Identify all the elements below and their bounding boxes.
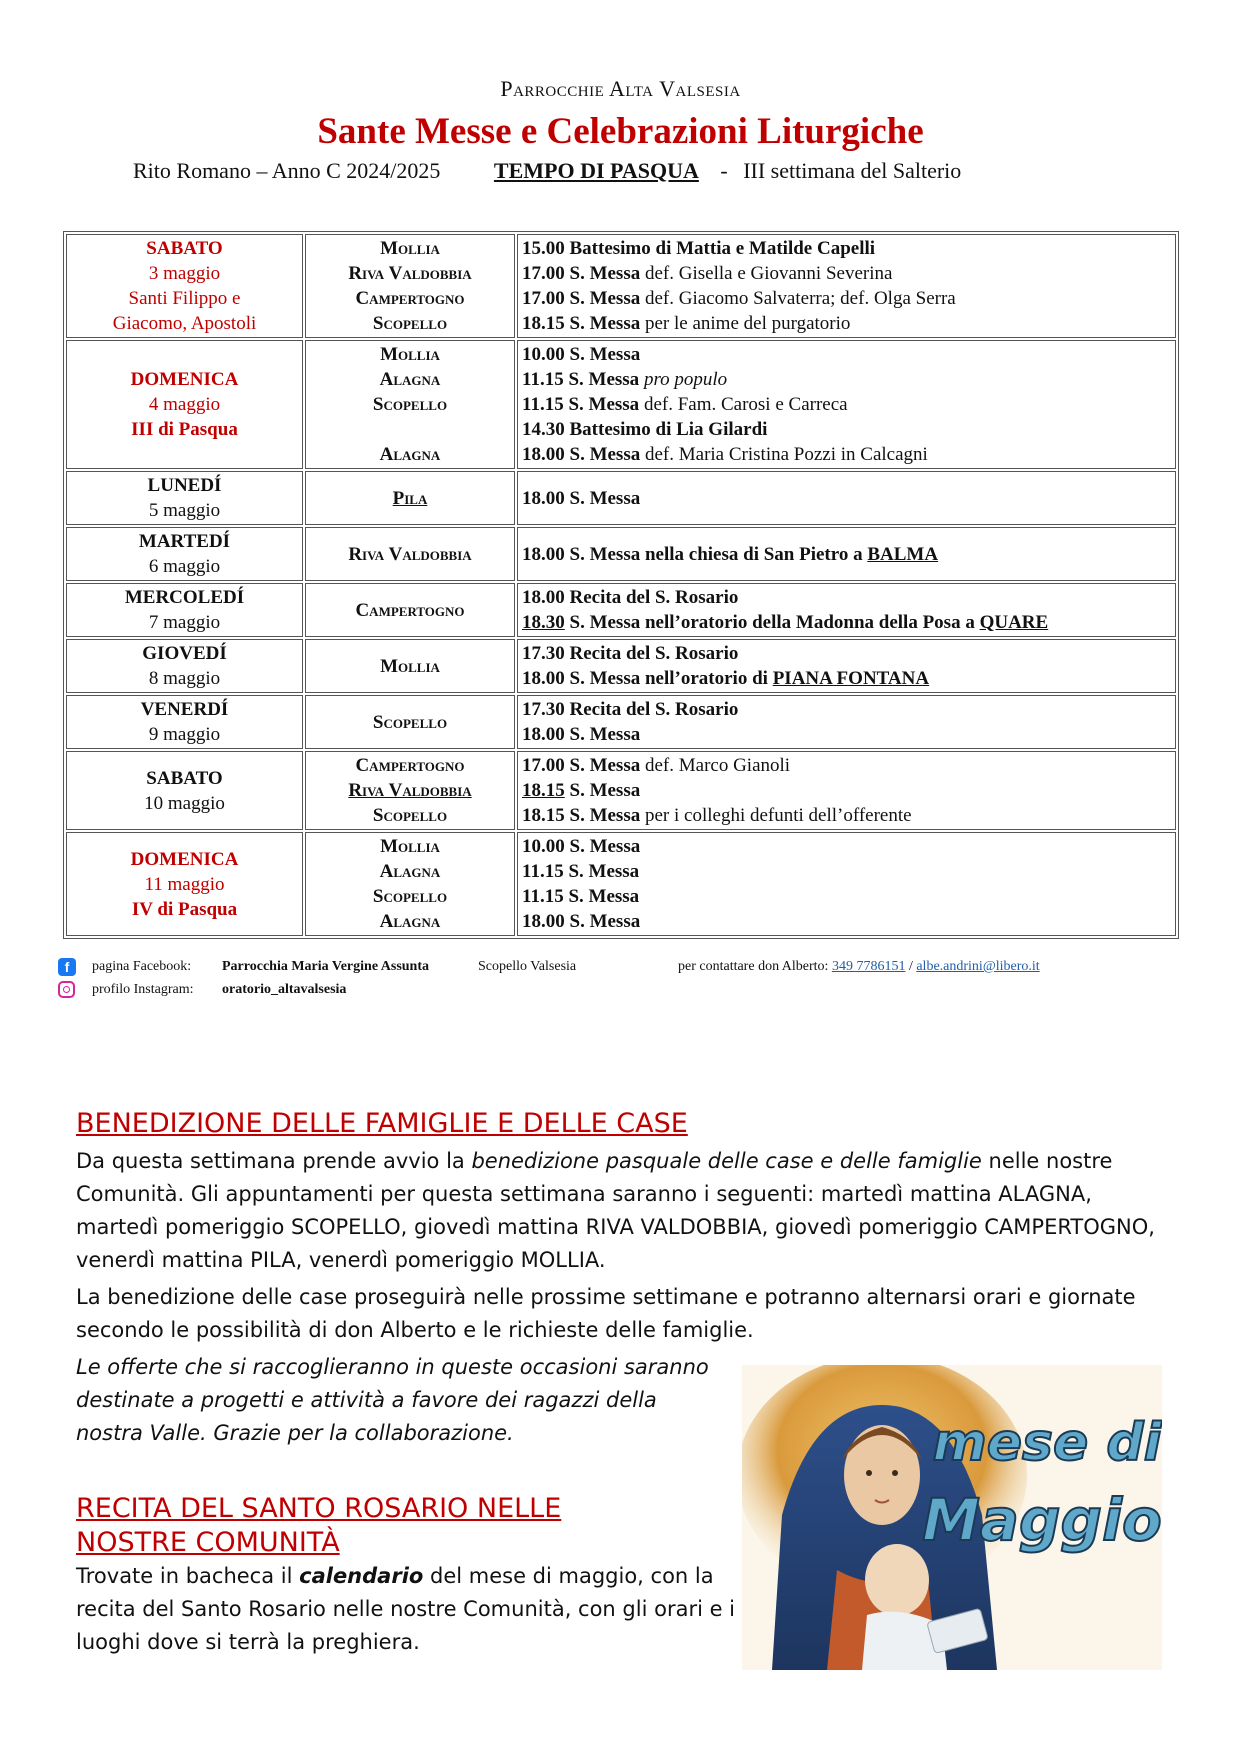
table-row bbox=[66, 639, 1176, 693]
place-name: Riva Valdobbia bbox=[348, 780, 472, 801]
rosary-text: del mese di maggio, con la recita del Santo Rosario nelle nostre Comunità, con gli orari e i luoghi dove si terrà la preghiera. bbox=[76, 1564, 736, 1654]
events-cell bbox=[517, 471, 1176, 525]
place-name: Alagna bbox=[379, 444, 441, 465]
event-time: 18.00 S. Messa nella chiesa di San Pietro a bbox=[522, 543, 868, 565]
event-note: S. Messa nell’oratorio della Madonna della Posa a bbox=[564, 612, 980, 633]
contact-info bbox=[678, 959, 1040, 975]
psalter-label: III settimana del Salterio bbox=[743, 158, 962, 183]
rosary-title bbox=[76, 1492, 736, 1560]
place-name: Alagna bbox=[379, 861, 441, 882]
event-time: 11.15 S. Messa bbox=[522, 394, 640, 415]
place-cell bbox=[305, 234, 515, 338]
instagram-handle[interactable]: oratorio_altavalsesia bbox=[222, 982, 347, 997]
day-name: SABATO bbox=[146, 238, 223, 259]
table-row bbox=[66, 695, 1176, 749]
event-note: def. Gisella e Giovanni Severina bbox=[640, 263, 893, 284]
event-time: 18.00 S. Messa bbox=[522, 724, 641, 745]
facebook-label: pagina Facebook: bbox=[92, 959, 192, 974]
day-name: DOMENICA bbox=[130, 369, 239, 390]
place-name: Alagna bbox=[379, 911, 441, 932]
place-cell bbox=[305, 583, 515, 637]
parish-name: Parrocchie Alta Valsesia bbox=[500, 76, 741, 101]
place-name: Scopello bbox=[372, 886, 448, 907]
events-cell bbox=[517, 527, 1176, 581]
day-cell bbox=[66, 340, 303, 469]
place-name: Pila bbox=[392, 487, 428, 509]
day-cell bbox=[66, 639, 303, 693]
event-place: PIANA FONTANA bbox=[772, 668, 930, 689]
event-note: pro populo bbox=[643, 369, 728, 390]
image-text-line2: Maggio bbox=[922, 1486, 1162, 1554]
day-date: 4 maggio bbox=[148, 394, 221, 415]
event-time: 18.15 S. Messa bbox=[522, 313, 641, 334]
place-name: Campertogno bbox=[355, 288, 465, 309]
day-feast: III di Pasqua bbox=[131, 419, 238, 440]
events-cell bbox=[517, 583, 1176, 637]
event-time: 17.30 Recita del S. Rosario bbox=[522, 699, 739, 720]
event-place: QUARE bbox=[979, 612, 1049, 633]
madonna-eye bbox=[892, 1470, 898, 1476]
event-time: 18.00 S. Messa nell’oratorio di bbox=[522, 668, 773, 689]
day-feast: IV di Pasqua bbox=[131, 898, 238, 920]
day-name: MARTEDÍ bbox=[138, 531, 231, 552]
rosary-text: Trovate in bacheca il bbox=[76, 1564, 300, 1588]
day-date: 8 maggio bbox=[148, 668, 221, 689]
subtitle bbox=[133, 158, 961, 184]
contacts-footer bbox=[58, 958, 1178, 1004]
offerings-line: nostra Valle. Grazie per la collaborazione. bbox=[76, 1421, 514, 1445]
place-name: Mollia bbox=[380, 344, 440, 365]
mese-di-maggio-image bbox=[742, 1365, 1162, 1670]
place-cell bbox=[305, 832, 515, 936]
day-date: 10 maggio bbox=[144, 792, 225, 814]
day-cell bbox=[66, 471, 303, 525]
contact-separator: / bbox=[908, 959, 913, 974]
child-face bbox=[865, 1544, 929, 1616]
table-row bbox=[66, 832, 1176, 936]
table-row bbox=[66, 527, 1176, 581]
day-date: 11 maggio bbox=[144, 873, 225, 895]
event-time: 14.30 Battesimo di Lia Gilardi bbox=[522, 419, 768, 440]
table-row bbox=[66, 751, 1176, 830]
event-time: 18.00 S. Messa bbox=[522, 911, 641, 932]
table-row bbox=[66, 583, 1176, 637]
rite-label: Rito Romano – Anno C 2024/2025 bbox=[133, 158, 441, 183]
offerings-line: Le offerte che si raccoglieranno in queste occasioni saranno bbox=[76, 1355, 709, 1379]
contact-label: per contattare don Alberto: bbox=[678, 959, 829, 974]
facebook-icon: f bbox=[58, 958, 76, 976]
place-empty bbox=[310, 417, 510, 442]
rosary-section bbox=[76, 1492, 736, 1659]
image-text-line1: mese di bbox=[932, 1413, 1162, 1473]
madonna-eye bbox=[866, 1470, 872, 1476]
event-note: def. Giacomo Salvaterra; def. Olga Serra bbox=[640, 288, 956, 309]
day-cell bbox=[66, 832, 303, 936]
day-feast: Giacomo, Apostoli bbox=[112, 313, 257, 334]
instagram-row bbox=[58, 981, 1178, 1004]
event-time: 10.00 S. Messa bbox=[522, 836, 641, 857]
day-cell bbox=[66, 695, 303, 749]
instagram-label: profilo Instagram: bbox=[92, 982, 194, 997]
place-name: Mollia bbox=[380, 238, 440, 259]
event-time: 17.00 S. Messa bbox=[522, 263, 641, 284]
events-cell bbox=[517, 695, 1176, 749]
blessing-paragraph-2: La benedizione delle case proseguirà nelle prossime settimane e potranno alternarsi orari e giornate secondo le possibilità di don Alberto e le richieste delle famiglie. bbox=[76, 1285, 1136, 1342]
place-cell bbox=[305, 340, 515, 469]
events-cell bbox=[517, 832, 1176, 936]
rosary-title-line: NOSTRE COMUNITÀ bbox=[76, 1527, 340, 1558]
day-name: MERCOLEDÍ bbox=[124, 587, 245, 608]
day-feast: Santi Filippo e bbox=[128, 288, 241, 309]
facebook-row bbox=[58, 958, 1178, 981]
place-name: Campertogno bbox=[355, 599, 465, 621]
place-name: Scopello bbox=[372, 711, 448, 733]
day-date: 7 maggio bbox=[148, 612, 221, 633]
day-name: GIOVEDÍ bbox=[142, 643, 227, 664]
event-time: 18.00 S. Messa bbox=[522, 487, 641, 509]
place-cell bbox=[305, 639, 515, 693]
schedule-table bbox=[63, 231, 1179, 939]
season-label: TEMPO DI PASQUA bbox=[493, 158, 699, 183]
rosary-emphasis: calendario bbox=[299, 1564, 424, 1588]
day-name: VENERDÍ bbox=[140, 699, 229, 720]
events-cell bbox=[517, 639, 1176, 693]
place-name: Mollia bbox=[380, 836, 440, 857]
event-note: def. Fam. Carosi e Carreca bbox=[639, 394, 848, 415]
event-note: per i colleghi defunti dell’offerente bbox=[640, 805, 912, 826]
separator: - bbox=[720, 158, 728, 183]
event-time: 17.30 Recita del S. Rosario bbox=[522, 643, 739, 664]
place-cell bbox=[305, 527, 515, 581]
event-time: 11.15 S. Messa bbox=[522, 369, 640, 390]
event-note: def. Maria Cristina Pozzi in Calcagni bbox=[640, 444, 928, 465]
event-place: BALMA bbox=[867, 543, 939, 565]
event-time: 17.00 S. Messa bbox=[522, 288, 641, 309]
event-time: 18.15 bbox=[522, 780, 565, 801]
place-name: Alagna bbox=[379, 369, 441, 390]
event-time: 15.00 Battesimo di Mattia e Matilde Capelli bbox=[522, 238, 876, 259]
place-name: Riva Valdobbia bbox=[348, 263, 472, 284]
day-date: 3 maggio bbox=[148, 263, 221, 284]
instagram-icon bbox=[58, 981, 75, 998]
page-title: Sante Messe e Celebrazioni Liturgiche bbox=[317, 111, 924, 152]
table-row bbox=[66, 340, 1176, 469]
blessing-paragraph bbox=[76, 1145, 1176, 1277]
event-note: def. Marco Gianoli bbox=[640, 755, 791, 776]
rosary-paragraph bbox=[76, 1560, 736, 1659]
event-time: 11.15 S. Messa bbox=[522, 861, 640, 882]
facebook-page-name[interactable]: Parrocchia Maria Vergine Assunta bbox=[222, 959, 430, 974]
day-cell bbox=[66, 234, 303, 338]
day-cell bbox=[66, 527, 303, 581]
offerings-line: destinate a progetti e attività a favore dei ragazzi della bbox=[76, 1388, 657, 1412]
place-cell bbox=[305, 751, 515, 830]
place-cell bbox=[305, 695, 515, 749]
day-name: LUNEDÍ bbox=[147, 475, 222, 496]
email-link[interactable]: albe.andrini@libero.it bbox=[916, 959, 1040, 974]
madonna-face bbox=[844, 1425, 920, 1525]
day-cell bbox=[66, 751, 303, 830]
place-name: Scopello bbox=[372, 394, 448, 415]
event-time: 18.15 S. Messa bbox=[522, 805, 641, 826]
blessing-text: Da questa settimana prende avvio la bbox=[76, 1149, 472, 1173]
event-time: 17.00 S. Messa bbox=[522, 755, 641, 776]
blessing-title: BENEDIZIONE DELLE FAMIGLIE E DELLE CASE bbox=[76, 1108, 688, 1139]
table-row bbox=[66, 234, 1176, 338]
place-name: Scopello bbox=[372, 805, 448, 826]
event-time: 11.15 S. Messa bbox=[522, 886, 640, 907]
place-name: Riva Valdobbia bbox=[348, 543, 472, 565]
events-cell bbox=[517, 340, 1176, 469]
day-cell bbox=[66, 583, 303, 637]
place-name: Mollia bbox=[380, 655, 440, 677]
event-time: 10.00 S. Messa bbox=[522, 344, 641, 365]
blessing-emphasis: benedizione pasquale delle case e delle famiglie bbox=[471, 1149, 982, 1173]
table-row bbox=[66, 471, 1176, 525]
day-name: DOMENICA bbox=[130, 848, 239, 870]
blessing-text: nelle nostre Comunità. Gli appuntamenti per questa settimana saranno i seguenti: martedì mattina ALAGNA, martedì pomeriggio SCOPELLO, giovedì mattina RIVA VALDOBBIA, giovedì pomeriggio CAMPERTOGNO, venerdì mattina PILA, venerdì pomeriggio MOLLIA. bbox=[76, 1149, 1155, 1272]
event-time: 18.30 bbox=[522, 612, 565, 633]
day-name: SABATO bbox=[146, 767, 223, 789]
place-cell bbox=[305, 471, 515, 525]
phone-link[interactable]: 349 7786151 bbox=[831, 959, 906, 974]
day-date: 5 maggio bbox=[148, 500, 221, 521]
day-date: 9 maggio bbox=[148, 724, 221, 745]
place-name: Campertogno bbox=[355, 755, 465, 776]
events-cell bbox=[517, 234, 1176, 338]
facebook-page-location: Scopello Valsesia bbox=[478, 959, 577, 974]
rosary-title-line: RECITA DEL SANTO ROSARIO NELLE bbox=[76, 1493, 562, 1524]
event-time: 18.00 S. Messa bbox=[522, 444, 641, 465]
place-name: Scopello bbox=[372, 313, 448, 334]
event-note: per le anime del purgatorio bbox=[640, 313, 851, 334]
events-cell bbox=[517, 751, 1176, 830]
event-time: 18.00 Recita del S. Rosario bbox=[522, 587, 739, 608]
event-note: S. Messa bbox=[564, 780, 641, 801]
day-date: 6 maggio bbox=[148, 556, 221, 577]
